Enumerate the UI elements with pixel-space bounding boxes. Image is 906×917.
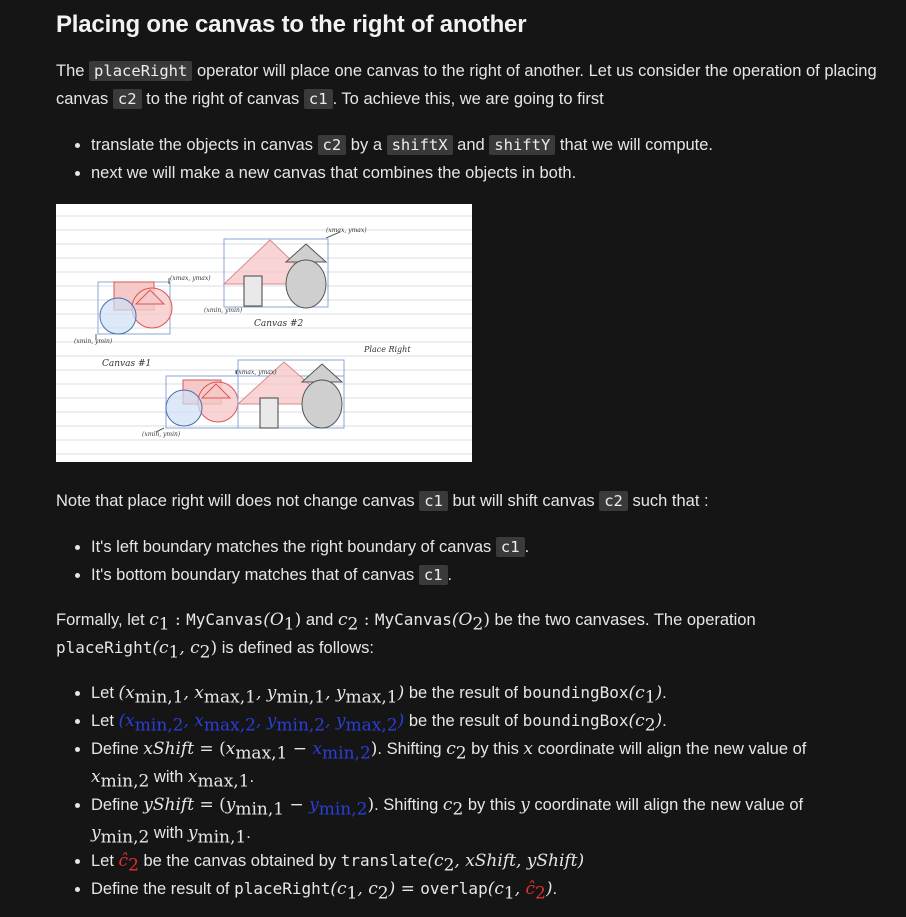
math-args: (c	[152, 638, 169, 658]
math-xshift: xShift	[143, 739, 195, 759]
place-right-diagram	[56, 204, 472, 462]
list-item: • Define xShift = $(x_{max,1} - x_{min,2})$. Shifting $c_2$ by this x coordinate will align the new value of $x_{min,2}$ with $x_{max,1}$.	[91, 735, 888, 791]
def-text: coordinate will align the new value of	[533, 740, 807, 758]
step-text: translate the objects in canvas	[91, 136, 318, 154]
note-text: such that :	[627, 492, 709, 510]
intro-text: The	[56, 62, 90, 80]
steps-list	[56, 131, 888, 187]
math-c1: c	[149, 610, 159, 630]
formal-text: Formally, let	[56, 611, 150, 629]
def-text: . Shifting	[374, 796, 443, 814]
intro-paragraph	[56, 57, 888, 113]
definitions-list	[56, 679, 888, 903]
formal-text: is defined as follows:	[217, 639, 374, 657]
def-text: Let	[91, 852, 119, 870]
def-text: with	[149, 824, 188, 842]
code-c1: c1	[304, 89, 333, 109]
intro-text: operator will place one canvas to the right of another. Let us consider the operation of placing canvas	[56, 62, 877, 108]
def-text: with	[149, 768, 188, 786]
math-c2: c	[337, 610, 348, 630]
def-text: coordinate will align the new value of	[529, 796, 804, 814]
code-c1: c1	[496, 537, 525, 557]
list-item: • Define yShift = $(y_{min,1} - y_{min,2})$. Shifting $c_2$ by this y coordinate will align the new value of $y_{min,2}$ with $y_{min,1}$.	[91, 791, 888, 847]
canvas2-shapes	[224, 239, 328, 308]
code-c2: c2	[599, 491, 628, 511]
list-item: • Define the result of $placeRight(c_1$, $c_2$) = $overlap(c_1$, $ĉ_2$).	[91, 875, 888, 903]
math-fn: boundingBox	[522, 683, 629, 702]
cond-text: .	[447, 566, 453, 584]
code-c1: c1	[419, 565, 448, 585]
canvas1-shapes	[98, 282, 172, 334]
def-text: by this	[463, 796, 521, 814]
list-item	[91, 561, 888, 589]
list-item	[91, 159, 888, 187]
section-title-block	[56, 10, 888, 40]
def-text: . Shifting	[377, 740, 447, 758]
def-text: Let	[91, 712, 119, 730]
code-c2: c2	[318, 135, 347, 155]
list-item	[91, 533, 888, 561]
def-text: be the result of	[404, 684, 523, 702]
math-o1: (O	[263, 610, 284, 630]
label-xmin-ymin-1: (xmin, ymin)	[74, 338, 113, 345]
note-paragraph	[56, 487, 888, 515]
label-xmax-ymax-2: (xmax, ymax)	[326, 227, 367, 234]
intro-text: . To achieve this, we are going to first	[332, 90, 604, 108]
math-fn: placeRight	[234, 879, 331, 898]
label-xmin-ymin-result: (xmin, ymin)	[142, 431, 181, 438]
def-text: be the result of	[404, 712, 523, 730]
math-colon: :	[358, 610, 375, 630]
code-shiftY: shiftY	[489, 135, 555, 155]
math-yshift: yShift	[143, 795, 195, 815]
def-text: Let	[91, 684, 119, 702]
math-o2: (O	[451, 610, 473, 630]
formal-text: and	[301, 611, 338, 629]
code-c1: c1	[419, 491, 448, 511]
def-text: be the canvas obtained by	[138, 852, 341, 870]
def-text: Define	[91, 796, 144, 814]
label-xmin-ymin-2: (xmin, ymin)	[204, 307, 243, 314]
label-canvas1: Canvas #1	[102, 359, 152, 369]
label-place-right: Place Right	[364, 345, 411, 354]
list-item: • Let ($x_{min,1}$, $x_{max,1}$, $y_{min,1}$, $y_{max,1}$) be the result of $boundingBox(c_1)$.	[91, 679, 888, 707]
code-placeRight: placeRight	[89, 61, 192, 81]
def-text: Define	[91, 740, 144, 758]
code-shiftX: shiftX	[387, 135, 453, 155]
cond-text: .	[524, 538, 530, 556]
step-text: and	[452, 136, 490, 154]
label-xmax-ymax-result: (xmax, ymax)	[236, 369, 277, 376]
label-canvas2: Canvas #2	[254, 319, 304, 329]
math-type: MyCanvas	[186, 610, 264, 629]
cond-text: It's left boundary matches the right boundary of canvas	[91, 538, 496, 556]
step-text: next we will make a new canvas that combines the objects in both.	[91, 164, 577, 182]
def-text: by this	[466, 740, 524, 758]
cond-text: It's bottom boundary matches that of canvas	[91, 566, 419, 584]
code-c2: c2	[113, 89, 142, 109]
list-item	[91, 131, 888, 159]
math-fn: placeRight	[56, 638, 153, 657]
math-fn: translate	[340, 851, 428, 870]
note-text: Note that place right will does not change canvas	[56, 492, 420, 510]
conditions-list	[56, 533, 888, 589]
math-fn: boundingBox	[522, 711, 629, 730]
list-item: • Let $ĉ_2$ be the canvas obtained by $translate(c_2$, xShift, yShift)	[91, 847, 888, 875]
formal-text: be the two canvases. The operation	[489, 611, 756, 629]
step-text: by a	[346, 136, 387, 154]
list-item: • Let ($x_{min,2}$, $x_{max,2}$, $y_{min,2}$, $y_{max,2}$) be the result of $boundingBox(c_2)$.	[91, 707, 888, 735]
math-type: MyCanvas	[374, 610, 452, 629]
label-xmax-ymax-1: (xmax, ymax)	[170, 275, 211, 282]
step-text: that we will compute.	[555, 136, 714, 154]
note-text: but will shift canvas	[447, 492, 600, 510]
math-colon: :	[169, 610, 187, 630]
intro-text: to the right of canvas	[141, 90, 304, 108]
formal-paragraph: Formally, let $c_1$ : $MyCanvas(O_1)$ and $c_2$ : $MyCanvas(O_2)$ be the two canvases. The operation $placeRight(c_1$, $c_2$) is defined as follows:	[56, 610, 756, 663]
def-text: Define the result of	[91, 880, 235, 898]
page-title: Placing one canvas to the right of another	[56, 11, 527, 38]
diagram-svg	[56, 204, 472, 462]
math-fn: overlap	[420, 879, 488, 898]
